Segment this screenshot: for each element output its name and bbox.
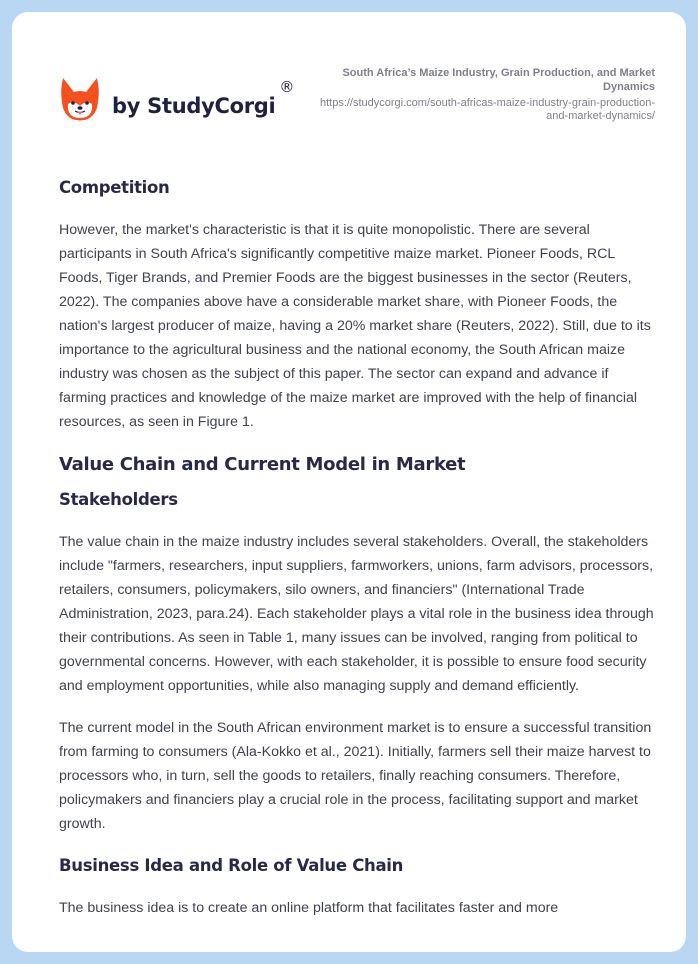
heading-business-idea: Business Idea and Role of Value Chain [59,856,404,875]
registered-mark: ® [279,78,295,96]
paragraph-competition: However, the market's characteristic is that it is quite monopolistic. There are several participants in South Africa's significantly competitive maize market. Pioneer Foods, RCL Foods, Tiger Brands, and Premier Foods are the biggest businesses in the sector (Reuters, 2022). The companies above have a considerable market share, with Pioneer Foods, the nation's largest producer of maize, having a 20% market share (Reuters, 2022). Still, due to its importance to the agricultural business and the national economy, the South African maize industry was chosen as the subject of this paper. The sector can expand and advance if farming practices and knowledge of the maize market are improved with the help of financial resources, as seen in Figure 1. [59,222,651,430]
document-meta [315,66,655,123]
paragraph-stakeholders-1: The value chain in the maize industry includes several stakeholders. Overall, the stakeholders include "farmers, researchers, input suppliers, farmworkers, unions, farm advisors, processors, retailers, consumers, policymakers, silo owners, and financiers" (International Trade Administration, 2023, para.24). Each stakeholder plays a vital role in the business idea through their contributions. As seen in Table 1, many issues can be involved, ranging from political to governmental concerns. However, with each stakeholder, it is possible to ensure food security and employment opportunities, while also managing supply and demand efficiently. [59,534,654,694]
studycorgi-logo[interactable] [60,76,294,122]
document-title: South Africa’s Maize Industry, Grain Production, and Market Dynamics [342,67,655,93]
document-url[interactable]: https://studycorgi.com/south-africas-maize-industry-grain-production-and-market-dynamics/ [319,97,655,122]
article-content [59,176,659,920]
corgi-icon [60,76,100,122]
paragraph-business-idea: The business idea is to create an online platform that facilitates faster and more [59,900,559,916]
page-header [12,12,686,162]
heading-competition: Competition [59,178,170,197]
heading-value-chain: Value Chain and Current Model in Market [59,454,466,475]
heading-stakeholders: Stakeholders [59,490,178,509]
document-card [12,12,686,952]
paragraph-stakeholders-2: The current model in the South African environment market is to ensure a successful transition from farming to consumers (Ala-Kokko et al., 2021). Initially, farmers sell their maize harvest to processors who, in turn, sell the goods to retailers, finally reaching consumers. Therefore, policymakers and financiers play a crucial role in the process, facilitating support and market growth. [59,720,652,832]
logo-text: by StudyCorgi [112,94,276,118]
